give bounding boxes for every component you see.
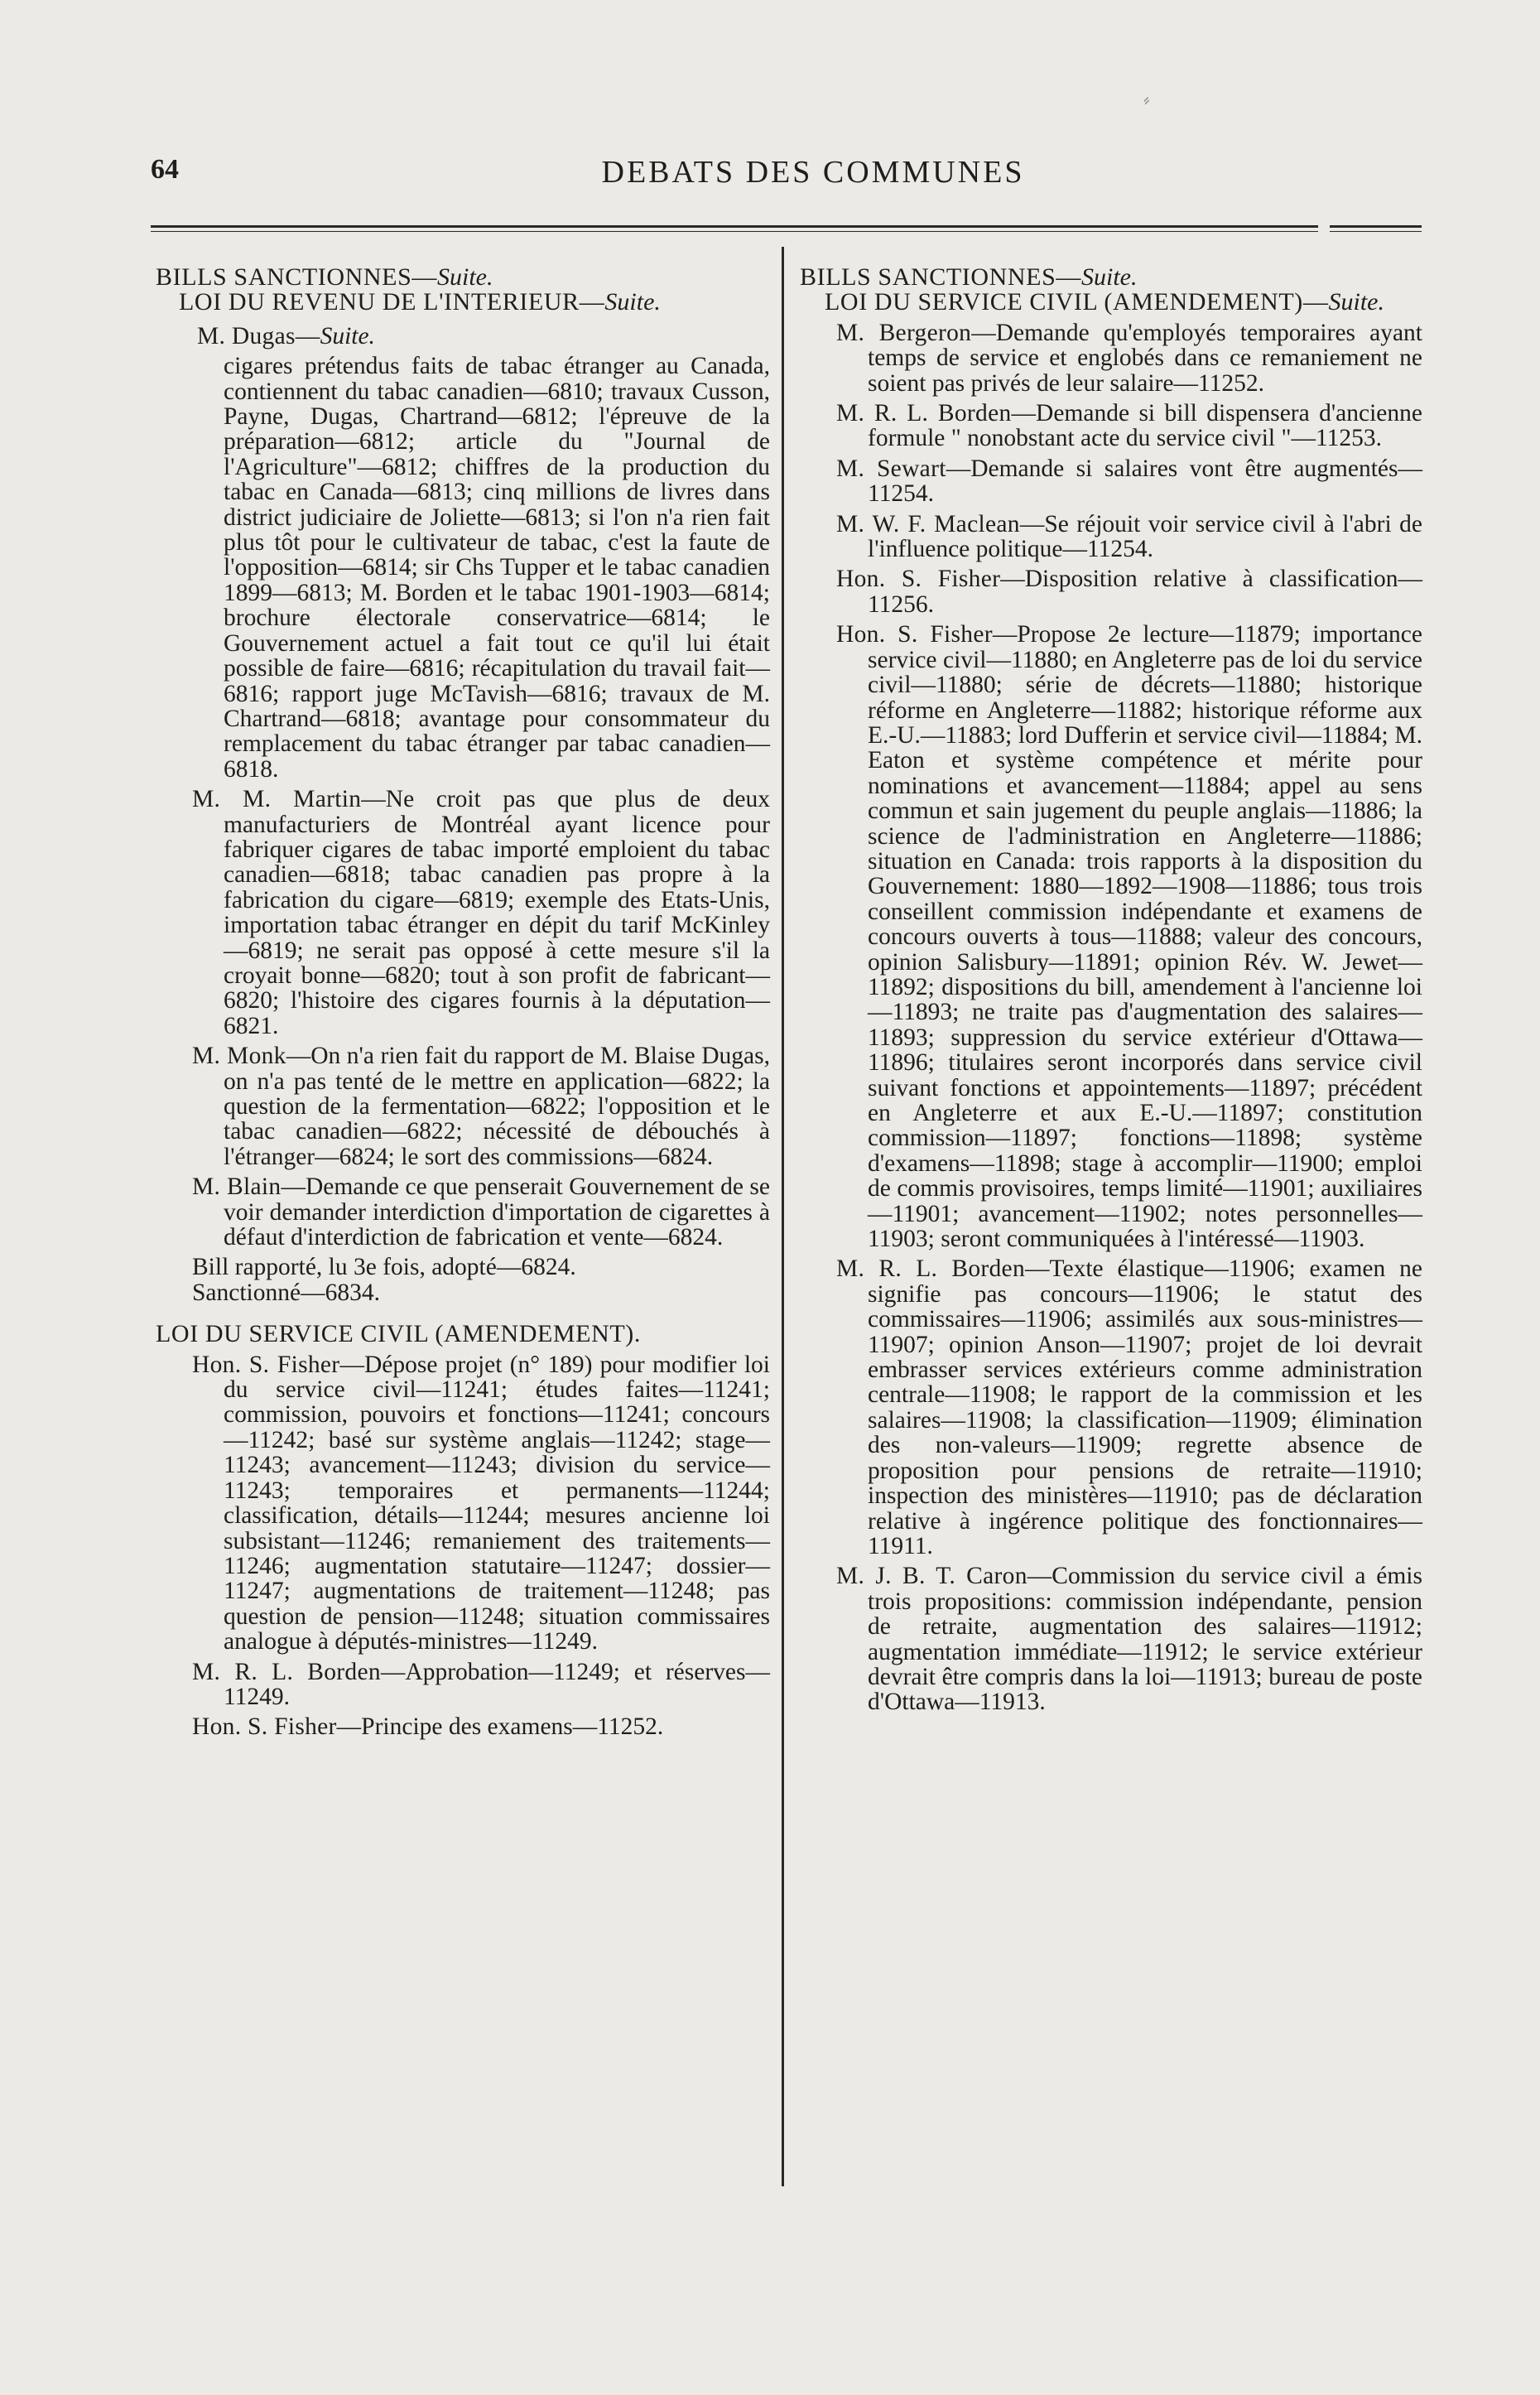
index-entry: Bill rapporté, lu 3e fois, adopté—6824. [192,1254,576,1281]
index-entry: cigares prétendus faits de tabac étranger au Canada, contiennent du tabac canadien—6810; travaux Cusson, Payne, Dugas, Chartrand—6812; l'épreuve de la préparation—6812; article du "Journal de l'Agriculture"—6812; chiffres de la production du tabac en Canada—6813; cinq millions de livres dans district judiciaire de Joliette—6813; si l'on n'a rien fait plus tôt pour le cultivateur de tabac, c'est la faute de l'opposition—6814; sir Chs Tupper et le tabac canadien 1899—6813; M. Borden et le tabac 1901-1903—6814; brochure électorale conservatrice—6814; le Gouvernement actuel a fait tout ce qu'il lui était possible de faire—6816; récapitulation du travail fait—6816; rapport juge McTavish—6816; travaux de M. Chartrand—6818; avantage pour consommateur du remplacement du tabac étranger par tabac canadien—6818. [224,353,770,783]
subheading: LOI DU SERVICE CIVIL (AMENDEMENT)—Suite. [825,288,1384,316]
header-rule [151,225,1422,232]
index-entry: M. R. L. Borden—Demande si bill dispensera d'ancienne formule " nonobstant acte du service civil "—11253. [836,400,1422,452]
index-entry: M. Monk—On n'a rien fait du rapport de M. Blaise Dugas, on n'a pas tenté de le mettre en application—6822; la question de la fermentation—6822; l'opposition et le tabac canadien—6822; nécessité de débouchés à l'étranger—6824; le sort des commissions—6824. [192,1043,770,1170]
ink-mark-decoration: ⸗ [1139,89,1153,112]
index-entry: Hon. S. Fisher—Dépose projet (n° 189) pour modifier loi du service civil—11241; études faites—11241; commission, pouvoirs et fonctions—11241; concours—11242; basé sur système anglais—11242; stage—11243; avancement—11243; division du service—11243; temporaires et permanents—11244; classification, détails—11244; mesures ancienne loi subsistant—11246; remaniement des traitements—11246; augmentation statutaire—11247; dossier—11247; augmentations de traitement—11248; pas question de pension—11248; situation commissaires analogue à députés-ministres—11249. [192,1351,770,1655]
section-heading: BILLS SANCTIONNES—Suite. [800,263,1138,291]
page-header [151,146,1426,192]
index-entry: M. R. L. Borden—Approbation—11249; et réserves—11249. [192,1658,770,1710]
index-entry: Hon. S. Fisher—Disposition relative à classification—11256. [836,566,1422,618]
column-divider [782,247,784,2186]
right-column [800,265,1422,1720]
index-entry: M. Dugas—Suite. [197,322,375,349]
index-entry: M. Blain—Demande ce que penserait Gouvernement de se voir demander interdiction d'importation de cigarettes à défaut d'interdiction de fabrication et vente—6824. [192,1173,770,1251]
index-entry: Hon. S. Fisher—Principe des examens—11252. [192,1713,664,1741]
section-heading: LOI DU SERVICE CIVIL (AMENDEMENT). [156,1320,641,1348]
page-number: 64 [151,154,179,185]
index-entry: M. Bergeron—Demande qu'employés temporaires ayant temps de service et englobés dans ce remaniement ne soient pas privés de leur salaire—11252. [836,319,1422,397]
index-entry: Sanctionné—6834. [192,1279,380,1306]
running-head: DEBATS DES COMMUNES [601,155,1025,190]
index-entry: M. R. L. Borden—Texte élastique—11906; examen ne signifie pas concours—11906; le statut des commissaires—11906; assimilés aux sous-ministres—11907; opinion Anson—11907; projet de loi devrait embrasser services extérieurs comme administration centrale—11908; le rapport de la commission et les salaires—11908; la classification—11909; élimination des non-valeurs—11909; regrette absence de proposition pour pensions de retraite—11910; inspection des ministères—11910; pas de déclaration relative à ingérence politique des fonctionnaires—11911. [836,1255,1422,1559]
left-column [156,265,770,1745]
index-entry: Hon. S. Fisher—Propose 2e lecture—11879; importance service civil—11880; en Angleterre pas de loi du service civil—11880; série de décrets—11880; historique réforme en Angleterre—11882; historique réforme aux E.-U.—11883; lord Dufferin et service civil—11884; M. Eaton et système compétence et mérite pour nominations et avancement—11884; appel au sens commun et sain jugement du peuple anglais—11886; la science de l'administration en Angleterre—11886; situation en Canada: trois rapports à la disposition du Gouvernement: 1880—1892—1908—11886; tous trois conseillent commission indépendante et examens de concours ouverts à tous—11888; valeur des concours, opinion Salisbury—11891; opinion Rév. W. Jewet—11892; dispositions du bill, amendement à l'ancienne loi—11893; ne traite pas d'augmentation des salaires—11893; suppression du service extérieur d'Ottawa—11896; titulaires seront incorporés dans service civil suivant fonctions et appointements—11897; précédent en Angleterre et aux E.-U.—11897; constitution commission—11897; fonctions—11898; système d'examens—11898; stage à accomplir—11900; emploi de commis provisoires, temps limité—11901; auxiliaires—11901; avancement—11902; notes personnelles—11903; seront communiquées à l'intéressé—11903. [836,621,1422,1253]
subheading: LOI DU REVENU DE L'INTERIEUR—Suite. [179,288,661,316]
index-entry: M. M. Martin—Ne croit pas que plus de deux manufacturiers de Montréal ayant licence pour fabriquer cigares de tabac importé emploient du tabac canadien—6818; tabac canadien pas propre à la fabrication du cigare—6819; exemple des Etats-Unis, importation tabac étranger en dépit du tarif McKinley—6819; ne serait pas opposé à cette mesure s'il la croyait bonne—6820; tout à son profit de fabricant—6820; l'histoire des cigares fournis à la députation—6821. [192,786,770,1039]
index-entry: M. W. F. Maclean—Se réjouit voir service civil à l'abri de l'influence politique—11254. [836,510,1422,563]
index-entry: M. Sewart—Demande si salaires vont être augmentés—11254. [836,455,1422,508]
section-heading: BILLS SANCTIONNES—Suite. [156,263,493,291]
index-entry: M. J. B. T. Caron—Commission du service civil a émis trois propositions: commission indépendante, pension de retraite, augmentation des salaires—11912; augmentation immédiate—11912; le service extérieur devrait être compris dans la loi—11913; bureau de poste d'Ottawa—11913. [836,1563,1422,1716]
